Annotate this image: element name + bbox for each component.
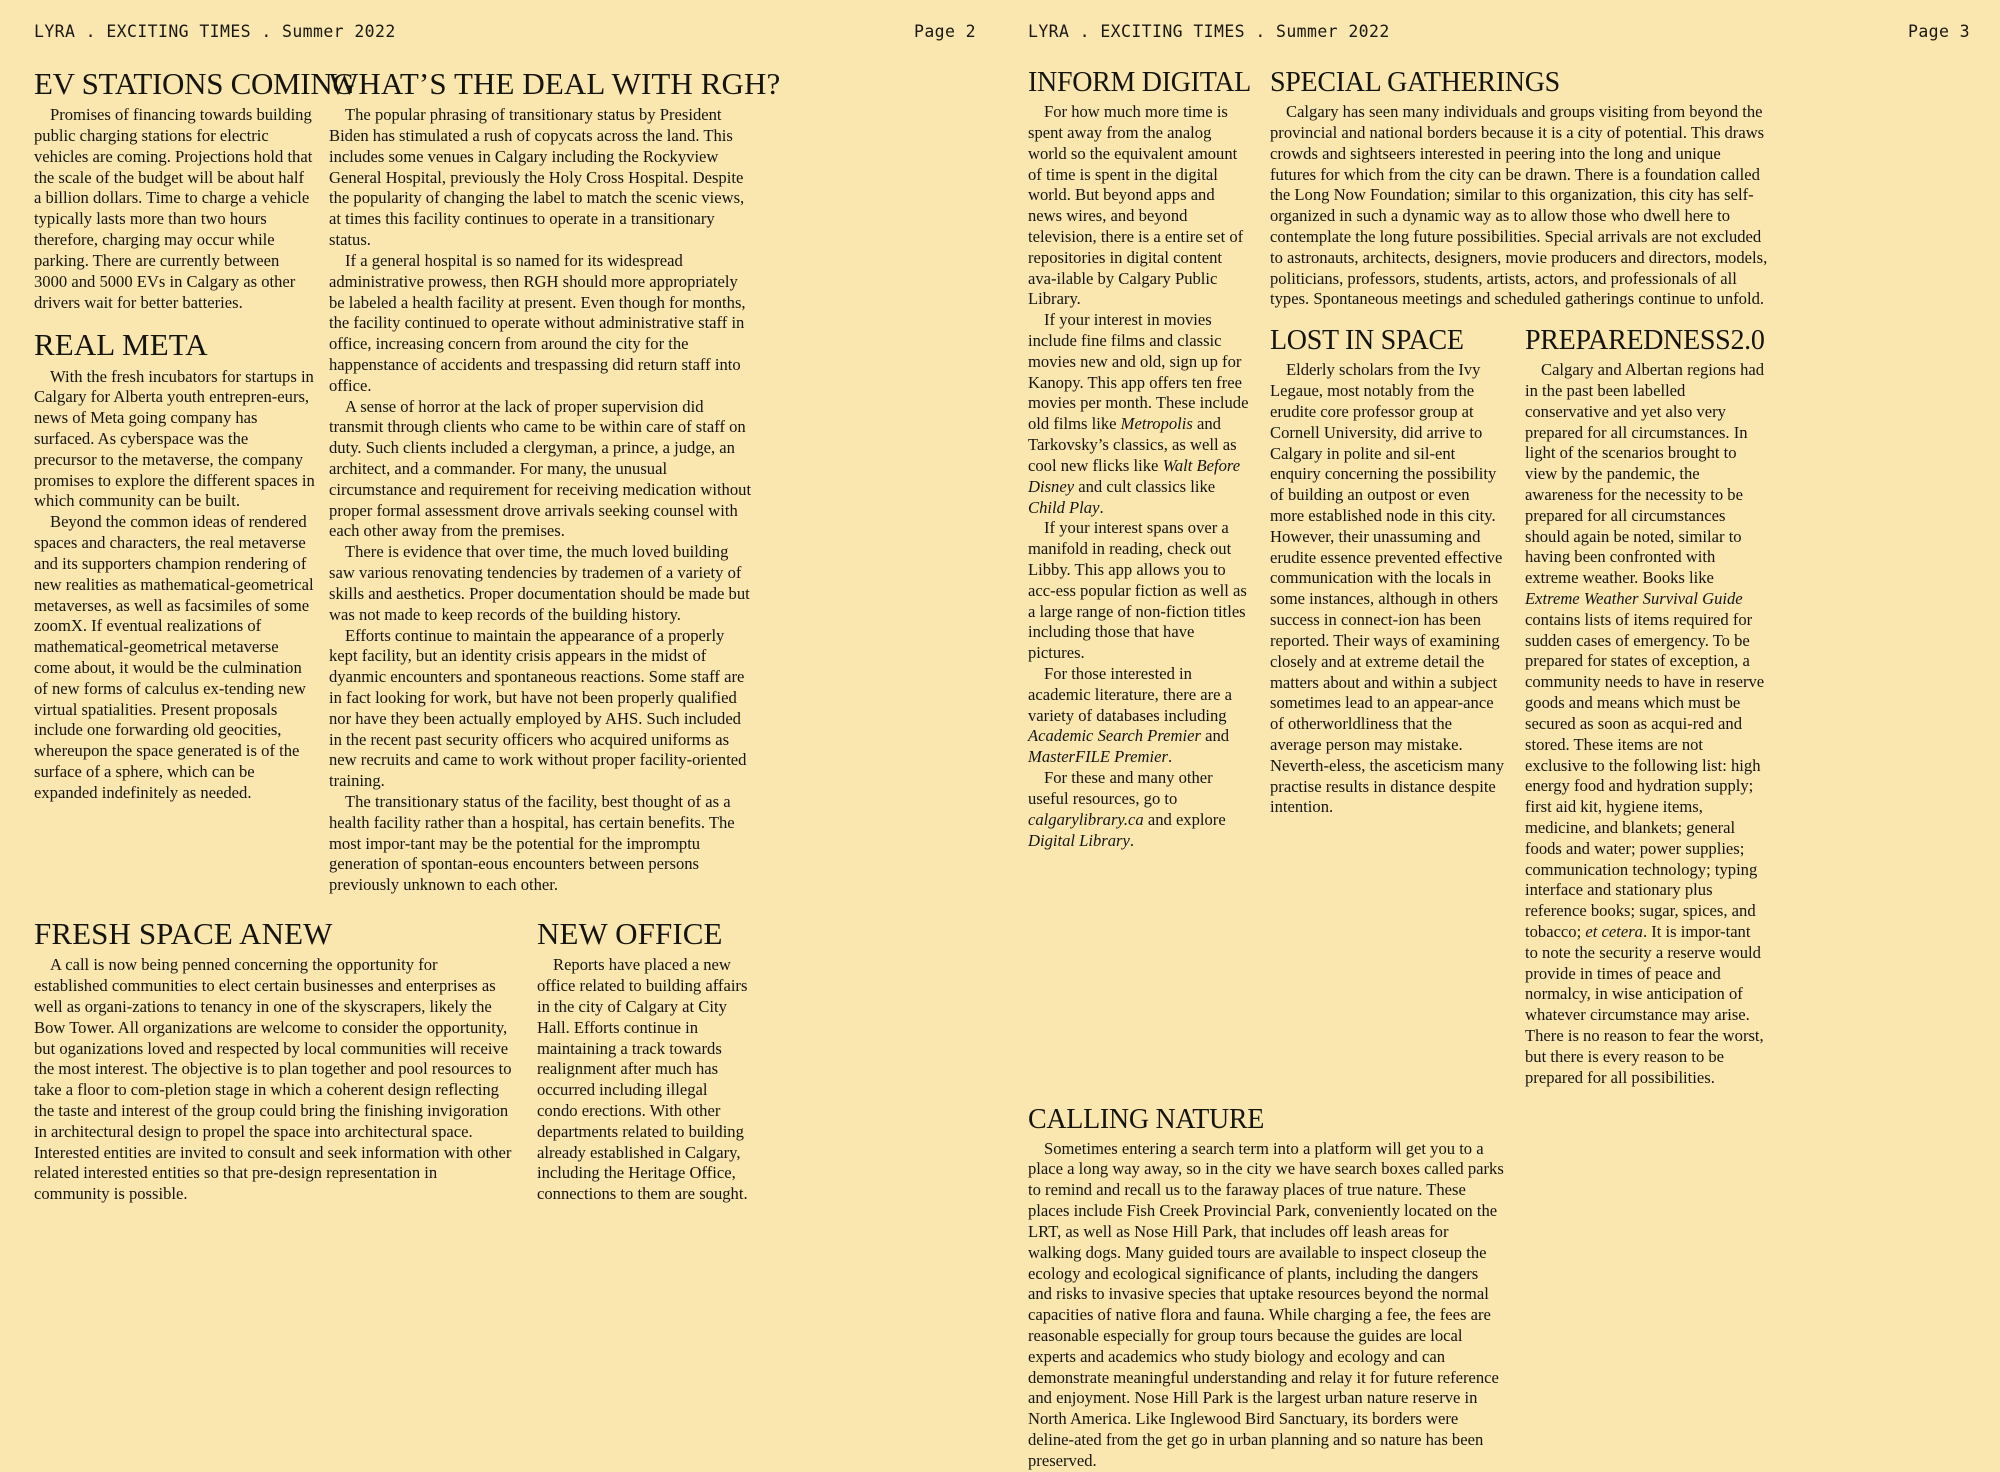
- paragraph: For those interested in academic literature, there are a variety of databases including Academic Search Premier and MasterFILE Premier.: [1028, 664, 1233, 767]
- paragraph: Efforts continue to maintain the appearance of a properly kept facility, but an identity crisis appears in the midst of dyanmic encounters and spontaneous reactions. Some staff are in fact looking for work, but have not been properly qualified nor have they been actually employed by AHS. Such included in the recent past security officers who acquired uniforms as new recruits and came to work without proper facility-oriented training.: [329, 625, 747, 791]
- column-right-1: [1028, 68, 1250, 1089]
- paragraph: Sometimes entering a search term into a platform will get you to a place a long way away, so in the city we have search boxes called parks to remind and recall us to the faraway places of true nature. These places include Fish Creek Provincial Park, conveniently located on the LRT, as well as Nose Hill Park, that includes off leash areas for walking dogs. Many guided tours are available to inspect closeup the ecology and ecological significance of plants, including the dangers and risks to invasive species that uptake resources beyond the normal capacities of native flora and fauna. While charging a fee, the fees are reasonable especially for group tours because the guides are local experts and academics who study biology and ecology and can demonstrate meaningful understanding and relay it for future reference and enjoyment. Nose Hill Park is the largest urban nature reserve in North America. Like Inglewood Bird Sanctuary, its borders were deline-ated from the get go in urban planning and so nature has been preserved.: [1028, 1138, 1504, 1470]
- heading-preparedness: PREPAREDNESS2.0: [1525, 325, 1765, 356]
- heading-fresh-space: FRESH SPACE ANEW: [34, 916, 333, 952]
- paragraph: The popular phrasing of transitionary status by President Biden has stimulated a rush of copycats across the land. This includes some venues in Calgary including the Rockyview General Hospital, previously the Holy Cross Hospital. Despite the popularity of changing the label to match the scenic views, at times this facility continues to operate in a transitionary status.: [329, 105, 745, 250]
- article-calling-nature: [1028, 1105, 1506, 1472]
- paragraph: A sense of horror at the lack of proper supervision did transmit through clients who came to be within care of staff on duty. Such clients included a clergyman, a prince, a judge, an architect, and a commander. For many, the unusual circumstance and requirement for receiving medication without proper formal assessment drove arrivals seeking counsel with each other away from the premises.: [329, 396, 752, 541]
- heading-rgh: WHAT’S THE DEAL WITH RGH?: [329, 66, 781, 101]
- paragraph: Promises of financing towards building public charging stations for electric vehicles are coming. Projections hold that the scale of the budget will be about half a billion dollars. Time to charge a vehicle typically lasts more than two hours therefore, charging may occur while parking. There are currently between 3000 and 5000 EVs in Calgary as other drivers wait for better batteries.: [34, 105, 313, 312]
- paragraph: Elderly scholars from the Ivy Legaue, most notably from the erudite core professor group at Cornell University, did arrive to Calgary in polite and sil-ent enquiry concerning the possibility of building an outpost or even more established node in this city. However, their unassuming and erudite essence prevented effective communication with the locals in some instances, although in others success in connect-ion has been reported. Their ways of examining closely and at extreme detail the matters about and within a subject sometimes lead to an appear-ance of otherworldliness that the average person may mistake. Neverth-eless, the asceticism many practise results in distance despite intention.: [1270, 360, 1505, 817]
- masthead-right: LYRA . EXCITING TIMES . Summer 2022: [1028, 22, 1390, 41]
- paragraph: If your interest in movies include fine films and classic movies new and old, sign up for Kanopy. This app offers ten free movies per month. These include old films like Metropolis and Tarkovsky’s classics, as well as cool new flicks like Walt Before Disney and cult classics like Child Play.: [1028, 310, 1249, 517]
- column-right-3: [1525, 68, 1765, 1089]
- left-page-bottom-columns: [34, 918, 976, 1205]
- article-rgh: [329, 66, 781, 896]
- page-number-right: Page 3: [1907, 22, 1970, 41]
- column-left-bottom-1: [34, 918, 512, 1205]
- right-page-columns: [1028, 68, 1970, 1089]
- column-left-bottom-2: [537, 918, 752, 1205]
- article-real-meta: [34, 329, 315, 803]
- article-lost-in-space: [1270, 326, 1507, 818]
- heading-real-meta: REAL META: [34, 327, 208, 363]
- article-fresh-space: [34, 918, 512, 1205]
- article-inform-digital: [1028, 68, 1250, 851]
- paragraph: Reports have placed a new office related to building affairs in the city of Calgary at City Hall. Efforts continue in maintaining a track towards realignment after much has occurred including illegal condo erections. With other departments related to building already established in Calgary, including the Heritage Office, connections to them are sought.: [537, 955, 748, 1204]
- paragraph: A call is now being penned concerning the opportunity for established communities to elect certain businesses and enterprises as well as organi-zations to tenancy in one of the skyscrapers, likely the Bow Tower. All organizations are welcome to consider the opportunity, but oganizations loved and respected by local communities will receive the most interest. The objective is to plan together and pool resources to take a floor to com-pletion stage in which a coherent design reflecting the taste and interest of the group could bring the finishing invigoration in architectural design to propel the space into architectural space. Interested entities are invited to consult and seek information with other related interested entities so that pre-design representation in community is possible.: [34, 955, 512, 1204]
- paragraph: There is evidence that over time, the much loved building saw various renovating tendencies by trademen of a variety of skills and aesthetics. Proper documentation should be made but was not made to keep records of the building history.: [329, 542, 750, 624]
- paragraph: For these and many other useful resources, go to calgarylibrary.ca and explore Digital Library.: [1028, 768, 1226, 850]
- paragraph: The transitionary status of the facility, best thought of as a health facility rather than a hospital, has certain benefits. The most impor-tant may be the potential for the impromptu generation of spontan-eous encounters between persons previously unknown to each other.: [329, 792, 735, 895]
- paragraph: With the fresh incubators for startups in Calgary for Alberta youth entrepren-eurs, news of Meta going company has surfaced. As cyberspace was the precursor to the metaverse, the company promises to explore the different spaces in which community can be built.: [34, 366, 315, 511]
- paragraph: If a general hospital is so named for its widespread administrative prowess, then RGH should more appropriately be labeled a health facility at present. Even though for months, the facility continued to operate without administrative staff in office, increasing concern from around the city for the happenstance of accidents and trespassing did return staff into office.: [329, 250, 746, 395]
- masthead-left: LYRA . EXCITING TIMES . Summer 2022: [34, 22, 396, 41]
- heading-lost-in-space: LOST IN SPACE: [1270, 325, 1464, 357]
- running-head-left: [34, 22, 976, 42]
- article-preparedness: [1525, 326, 1765, 1089]
- heading-ev-stations: EV STATIONS COMING: [34, 66, 355, 101]
- article-ev-stations: [34, 66, 355, 313]
- paragraph: Beyond the common ideas of rendered spaces and characters, the real metaverse and its supporters champion rendering of new realities as mathematical-geometrical metaverses, as well as facsimiles of some zoomX. If eventual realizations of mathematical-geometrical metaverse come about, it would be the culmination of new forms of calculus ex-tending new virtual spatialities. Present proposals include one forwarding old geocities, whereupon the space generated is of the surface of a sphere, which can be expanded indefinitely as needed.: [34, 512, 314, 802]
- spacer: [1270, 310, 1507, 326]
- spacer: [1525, 68, 1765, 326]
- right-page-bottom: [1028, 1105, 1970, 1472]
- page-number-left: Page 2: [913, 22, 976, 41]
- heading-calling-nature: CALLING NATURE: [1028, 1103, 1265, 1135]
- page-left: [0, 0, 1000, 1204]
- left-page-top-columns: [34, 68, 976, 896]
- paragraph: If your interest spans over a manifold in reading, check out Libby. This app allows you to acc-ess popular fiction as well as a large range of non-fiction titles including those that have pictures.: [1028, 518, 1247, 663]
- paragraph: Calgary has seen many individuals and groups visiting from beyond the provincial and national borders because it is a city of potential. This draws crowds and sightseers interested in peering into the long and unique futures for which from the city can be drawn. There is a foundation called the Long Now Foundation; similar to this organization, this city has self-organized in such a dynamic way as to allow those who dwell here to contemplate the long future possibilities. Special arrivals are not excluded to astronauts, architects, designers, movie producers and directors, models, politicians, professors, students, artists, actors, and professionals of all types. Spontaneous meetings and scheduled gatherings continue to unfold.: [1270, 102, 1768, 309]
- heading-special-gatherings: SPECIAL GATHERINGS: [1270, 67, 1560, 98]
- article-special-gatherings: [1270, 67, 1768, 310]
- paragraph: For how much more time is spent away from the analog world so the equivalent amount of time is spent in the digital world. But beyond apps and news wires, and beyond television, there is a entire set of repositories in digital content ava-ilable by Calgary Public Library.: [1028, 102, 1244, 309]
- article-new-office: [537, 918, 752, 1205]
- heading-new-office: NEW OFFICE: [537, 916, 723, 952]
- heading-inform-digital: INFORM DIGITAL: [1028, 67, 1251, 98]
- column-left-2: [329, 66, 781, 896]
- column-left-1: [34, 66, 355, 896]
- page-right: [1000, 0, 2000, 1470]
- paragraph: Calgary and Albertan regions had in the past been labelled conservative and yet also very prepared for all circumstances. In light of the scenarios brought to view by the pandemic, the awareness for the necessity to be prepared for all circumstances should again be noted, similar to having been confronted with extreme weather. Books like Extreme Weather Survival Guide contains lists of items required for sudden cases of emergency. To be prepared for states of exception, a community needs to have in reserve goods and means which must be secured as soon as acqui-red and stored. These items are not exclusive to the following list: high energy food and hydration supply; first aid kit, hygiene items, medicine, and blankets; general foods and water; power supplies; communication technology; typing interface and stationary plus reference books; sugar, spices, and tobacco; et cetera. It is impor-tant to note the security a reserve would provide in times of peace and normalcy, in wise anticipation of whatever circumstance may arise. There is no reason to fear the worst, but there is every reason to be prepared for all possibilities.: [1525, 360, 1765, 1087]
- running-head-right: [1028, 22, 1970, 42]
